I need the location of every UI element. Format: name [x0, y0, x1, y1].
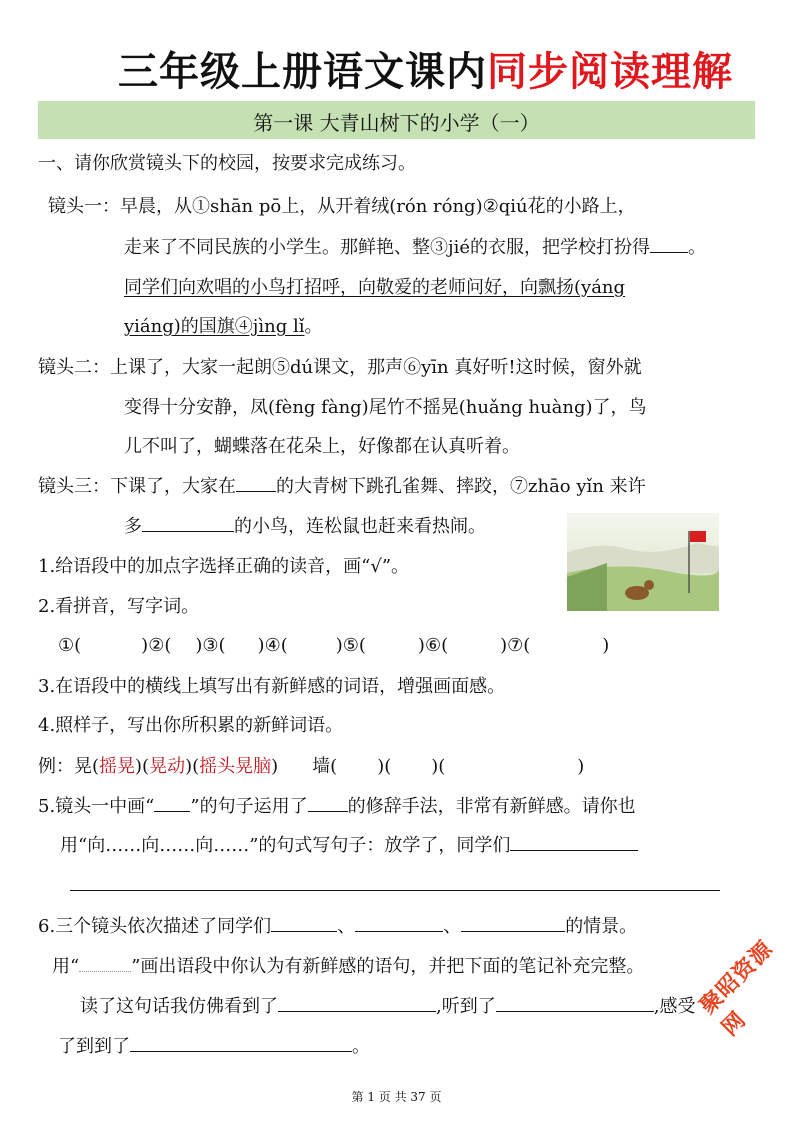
example-sep-1: )(	[135, 756, 150, 777]
q5-line2-text: 用“向……向……向……”的句式写句子：放学了，同学们	[60, 835, 511, 856]
wall-sep-3: )	[577, 756, 585, 777]
example-row	[38, 753, 584, 781]
blank-q5-1[interactable]	[154, 793, 190, 812]
question-3: 3.在语段中的横线上填写出有新鲜感的词语，增强画面感。	[38, 676, 506, 697]
title-black: 三年级上册语文课内	[118, 49, 487, 95]
q2-slot-8: )	[602, 635, 610, 656]
q6-line4-b: 。	[352, 1036, 370, 1057]
blank-q6-4[interactable]	[278, 993, 436, 1012]
shot1-line1: 镜头一：早晨，从①shān pō上，从开着绒(rón róng)②qiú花的小路上，	[48, 196, 636, 217]
shot3-line1-a: 镜头三：下课了，大家在	[38, 476, 236, 497]
lesson-banner	[38, 101, 755, 139]
question-6-line4	[58, 1033, 370, 1061]
q6-line3-a: 读了这句话我仿佛看到了	[80, 996, 278, 1017]
shot2-line2: 变得十分安静，凤(fèng fàng)尾竹不摇晃(huǎng huàng)了，鸟	[124, 397, 647, 418]
blank-2[interactable]	[236, 473, 276, 492]
q6-sep-2: 、	[443, 916, 462, 937]
blank-1[interactable]	[650, 234, 688, 253]
wall-sep-1: )(	[377, 756, 392, 777]
blank-q6-3[interactable]	[461, 913, 565, 932]
question-5-line1	[38, 793, 636, 821]
blank-3[interactable]	[142, 513, 234, 532]
page-footer: 第 1 页 共 37 页	[351, 1090, 442, 1104]
lesson-title: 第一课 大青山树下的小学（一）	[253, 111, 540, 135]
blank-q6-5[interactable]	[496, 993, 654, 1012]
q2-slot-2: )②(	[141, 635, 172, 656]
example-word-1: 摇晃	[99, 756, 136, 777]
shot3-line2	[124, 513, 486, 541]
blank-q6-2[interactable]	[355, 913, 443, 932]
q6-line3-b: ,听到了	[436, 996, 496, 1017]
question-2: 2.看拼音，写字词。	[38, 596, 200, 617]
blank-q5-3[interactable]	[510, 832, 638, 851]
shot2-line1: 镜头二：上课了，大家一起朗⑤dú课文，那声⑥yīn 真好听!这时候，窗外就	[38, 357, 642, 378]
blank-q5-2[interactable]	[308, 793, 348, 812]
shot1-line4-end: 。	[304, 316, 323, 337]
q2-slot-1: ①(	[58, 635, 82, 656]
q5-c: 的修辞手法，非常有新鲜感。请你也	[347, 796, 636, 817]
q2-slot-4: )④(	[257, 635, 288, 656]
illustration-svg	[567, 513, 719, 611]
q6-sep-1: 、	[337, 916, 356, 937]
q2-slot-3: )③(	[195, 635, 226, 656]
q2-answer-row	[58, 632, 609, 660]
title-red: 同步阅读理解	[487, 49, 733, 95]
shot1-line2	[124, 234, 706, 262]
flag-shape	[690, 531, 706, 542]
shot3-line2-a: 多	[124, 516, 142, 537]
shot1-line2-text: 走来了不同民族的小学生。那鲜艳、整③jié的衣服，把学校打扮得	[124, 237, 650, 258]
shot1-line4	[124, 313, 322, 341]
example-sep-3: )	[271, 756, 279, 777]
blank-q6-1[interactable]	[271, 913, 337, 932]
question-intro: 一、请你欣赏镜头下的校园，按要求完成练习。	[38, 153, 416, 174]
shot1-line4-text: yiáng)的国旗④jìng lǐ	[124, 316, 305, 337]
example-label: 例：晃(	[38, 756, 100, 777]
q6-line2-b: ”画出语段中你认为有新鲜感的语句，并把下面的笔记补充完整。	[131, 956, 645, 977]
school-illustration	[567, 513, 719, 611]
shot3-line2-b: 的小鸟，连松鼠也赶来看热闹。	[234, 516, 486, 537]
shot1-line2-end: 。	[688, 237, 706, 258]
blank-q6-6[interactable]	[130, 1033, 352, 1052]
example-word-3: 摇头晃脑	[199, 756, 272, 777]
q6-b: 的情景。	[565, 916, 638, 937]
q6-line2-a: 用“	[52, 956, 80, 977]
shot1-line3: 同学们向欢唱的小鸟打招呼，向敬爱的老师问好，向飘扬(yáng	[124, 277, 626, 298]
q5-a: 5.镜头一中画“	[38, 796, 155, 817]
example-word-2: 晃动	[149, 756, 186, 777]
q2-slot-7: )⑦(	[500, 635, 531, 656]
shot3-line1-b: 的大青树下跳孔雀舞、摔跤，⑦zhāo yǐn 来许	[276, 476, 646, 497]
q5-answer-line[interactable]	[70, 890, 720, 891]
shot3-line1	[38, 473, 646, 501]
q6-a: 6.三个镜头依次描述了同学们	[38, 916, 272, 937]
page-title	[118, 40, 733, 97]
q6-line4-a: 了到到了	[58, 1036, 130, 1057]
question-4: 4.照样子，写出你所积累的新鲜词语。	[38, 715, 344, 736]
question-6-line3	[80, 993, 695, 1021]
wall-label: 墙(	[312, 756, 338, 777]
question-6-line1	[38, 913, 637, 941]
q2-slot-5: )⑤(	[335, 635, 366, 656]
question-1: 1.给语段中的加点字选择正确的读音，画“√”。	[38, 556, 410, 577]
q6-line3-c: ,感受	[653, 996, 696, 1017]
question-5-line2	[60, 832, 638, 860]
watermark-stamp: 聚昭资源网	[695, 936, 779, 1042]
wall-sep-2: )(	[431, 756, 446, 777]
q2-slot-6: )⑥(	[417, 635, 449, 656]
q5-b: ”的句子运用了	[190, 796, 308, 817]
example-sep-2: )(	[185, 756, 200, 777]
monkey-head-shape	[644, 580, 654, 590]
question-6-line2	[52, 953, 644, 981]
wavy-line-sample	[79, 957, 131, 972]
shot2-line3: 儿不叫了，蝴蝶落在花朵上，好像都在认真听着。	[124, 436, 520, 457]
